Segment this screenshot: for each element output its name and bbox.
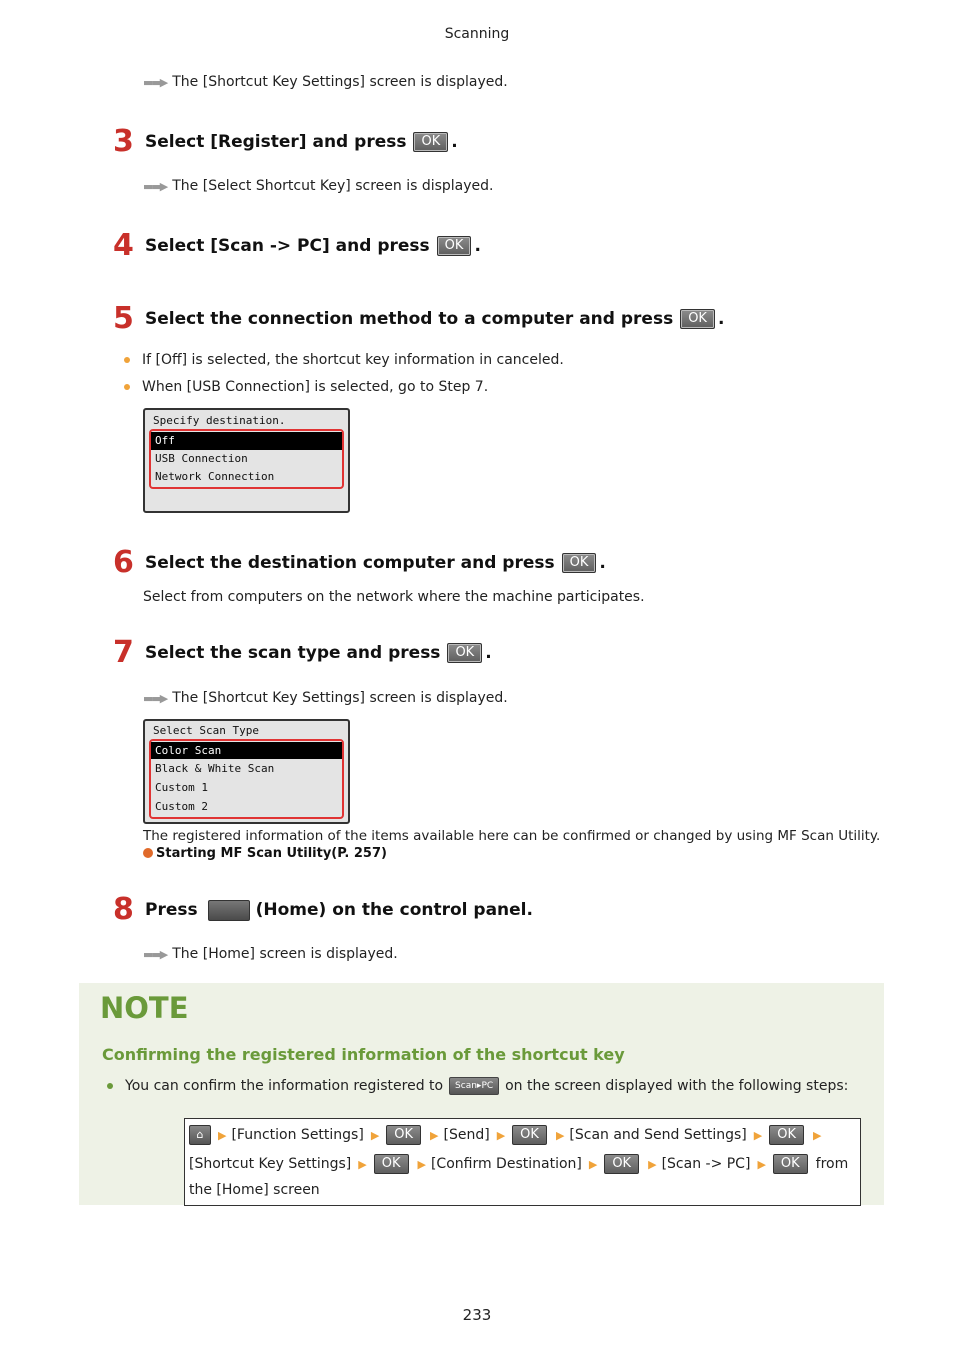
lcd-item: Black & White Scan <box>155 762 275 775</box>
ok-key-icon: OK <box>386 1125 421 1145</box>
home-icon: ⌂ <box>189 1125 211 1145</box>
note-bullet: You can confirm the information registered to Scan▸PC on the screen displayed with the following steps: <box>107 1077 848 1095</box>
step-number: 4 <box>113 228 134 263</box>
step-8 <box>113 892 533 927</box>
arrow-icon: ▬▬▶ <box>143 692 167 705</box>
path-line: ⌂ ▶ [Function Settings] ▶ OK ▶ [Send] ▶ OK ▶ [Scan and Send Settings] ▶ OK ▶ <box>189 1125 826 1145</box>
home-key-icon <box>208 900 250 921</box>
arrow-right-icon: ▶ <box>588 1157 598 1171</box>
step-title: Select the scan type and press OK . <box>145 643 492 663</box>
bullet-icon <box>124 384 130 390</box>
arrow-right-icon: ▶ <box>218 1128 227 1142</box>
step-number: 3 <box>113 124 134 159</box>
navigation-path-box <box>184 1118 861 1206</box>
step-title: Select [Scan -> PC] and press OK . <box>145 236 481 256</box>
lcd-title: Specify destination. <box>153 414 286 427</box>
step-number: 8 <box>113 892 134 927</box>
result-text: ▬▬▶ The [Home] screen is displayed. <box>143 946 398 962</box>
note-title: NOTE <box>100 991 189 1025</box>
arrow-right-icon: ▶ <box>430 1128 439 1142</box>
arrow-right-icon: ▶ <box>417 1157 426 1171</box>
lcd-list <box>149 739 344 819</box>
bullet-icon <box>124 357 130 363</box>
result-text: ▬▬▶ The [Select Shortcut Key] screen is displayed. <box>143 178 494 194</box>
step-number: 6 <box>113 545 134 580</box>
ok-key-icon: OK <box>680 309 715 329</box>
lcd-item: Custom 1 <box>155 781 208 794</box>
path-line: the [Home] screen <box>189 1182 320 1198</box>
ok-key-icon: OK <box>769 1125 804 1145</box>
step-title: Press (Home) on the control panel. <box>145 900 533 920</box>
bullet-icon <box>107 1083 113 1089</box>
step-title: Select [Register] and press OK . <box>145 132 458 152</box>
lcd-screen-destination <box>143 408 350 513</box>
ok-key-icon: OK <box>604 1154 639 1174</box>
page-number: 233 <box>462 1306 492 1324</box>
scan-to-pc-button-icon: Scan▸PC <box>449 1077 499 1095</box>
lcd-title: Select Scan Type <box>153 724 259 737</box>
lcd-list <box>149 429 344 489</box>
arrow-right-icon: ▶ <box>555 1128 565 1142</box>
step-5 <box>113 301 725 336</box>
note-subtitle: Confirming the registered information of the shortcut key <box>102 1045 625 1064</box>
arrow-right-icon: ▶ <box>370 1128 380 1142</box>
arrow-icon: ▬▬▶ <box>143 76 167 89</box>
step-4 <box>113 228 481 263</box>
step-7 <box>113 635 492 670</box>
list-item: When [USB Connection] is selected, go to Step 7. <box>124 379 488 395</box>
arrow-icon: ▬▬▶ <box>143 180 167 193</box>
lcd-item: USB Connection <box>155 452 248 465</box>
step-description: Select from computers on the network where the machine participates. <box>143 589 645 605</box>
step-3 <box>113 124 458 159</box>
ok-key-icon: OK <box>512 1125 547 1145</box>
step-title: Select the destination computer and press OK . <box>145 553 606 573</box>
arrow-right-icon: ▶ <box>648 1157 657 1171</box>
page-header: Scanning <box>444 26 510 42</box>
step-number: 5 <box>113 301 134 336</box>
ok-key-icon: OK <box>413 132 448 152</box>
list-item: If [Off] is selected, the shortcut key information in canceled. <box>124 352 564 368</box>
step-6 <box>113 545 606 580</box>
lcd-item-selected: Off <box>151 432 342 450</box>
reference-link[interactable]: Starting MF Scan Utility(P. 257) <box>143 846 387 861</box>
arrow-right-icon: ▶ <box>753 1128 763 1142</box>
ok-key-icon: OK <box>437 236 472 256</box>
arrow-right-icon: ▶ <box>358 1157 367 1171</box>
result-text: ▬▬▶ The [Shortcut Key Settings] screen is displayed. <box>143 74 508 90</box>
lcd-item: Network Connection <box>155 470 275 483</box>
step-number: 7 <box>113 635 134 670</box>
ok-key-icon: OK <box>562 553 597 573</box>
lcd-item-selected: Color Scan <box>151 742 342 759</box>
note-box <box>79 983 884 1205</box>
lcd-screen-scan-type <box>143 719 350 824</box>
result-text: ▬▬▶ The [Shortcut Key Settings] screen is displayed. <box>143 690 508 706</box>
arrow-icon: ▬▬▶ <box>143 948 167 961</box>
link-icon <box>143 848 153 858</box>
arrow-right-icon: ▶ <box>812 1128 822 1142</box>
ok-key-icon: OK <box>773 1154 808 1174</box>
path-line: [Shortcut Key Settings] ▶ OK ▶ [Confirm Destination] ▶ OK ▶ [Scan -> PC] ▶ OK from <box>189 1156 849 1172</box>
step-description: The registered information of the items available here can be confirmed or changed by using MF Scan Utility. <box>143 828 881 844</box>
ok-key-icon: OK <box>447 643 482 663</box>
lcd-item: Custom 2 <box>155 800 208 813</box>
arrow-right-icon: ▶ <box>496 1128 506 1142</box>
ok-key-icon: OK <box>374 1154 409 1174</box>
step-title: Select the connection method to a computer and press OK . <box>145 309 725 329</box>
arrow-right-icon: ▶ <box>757 1157 766 1171</box>
